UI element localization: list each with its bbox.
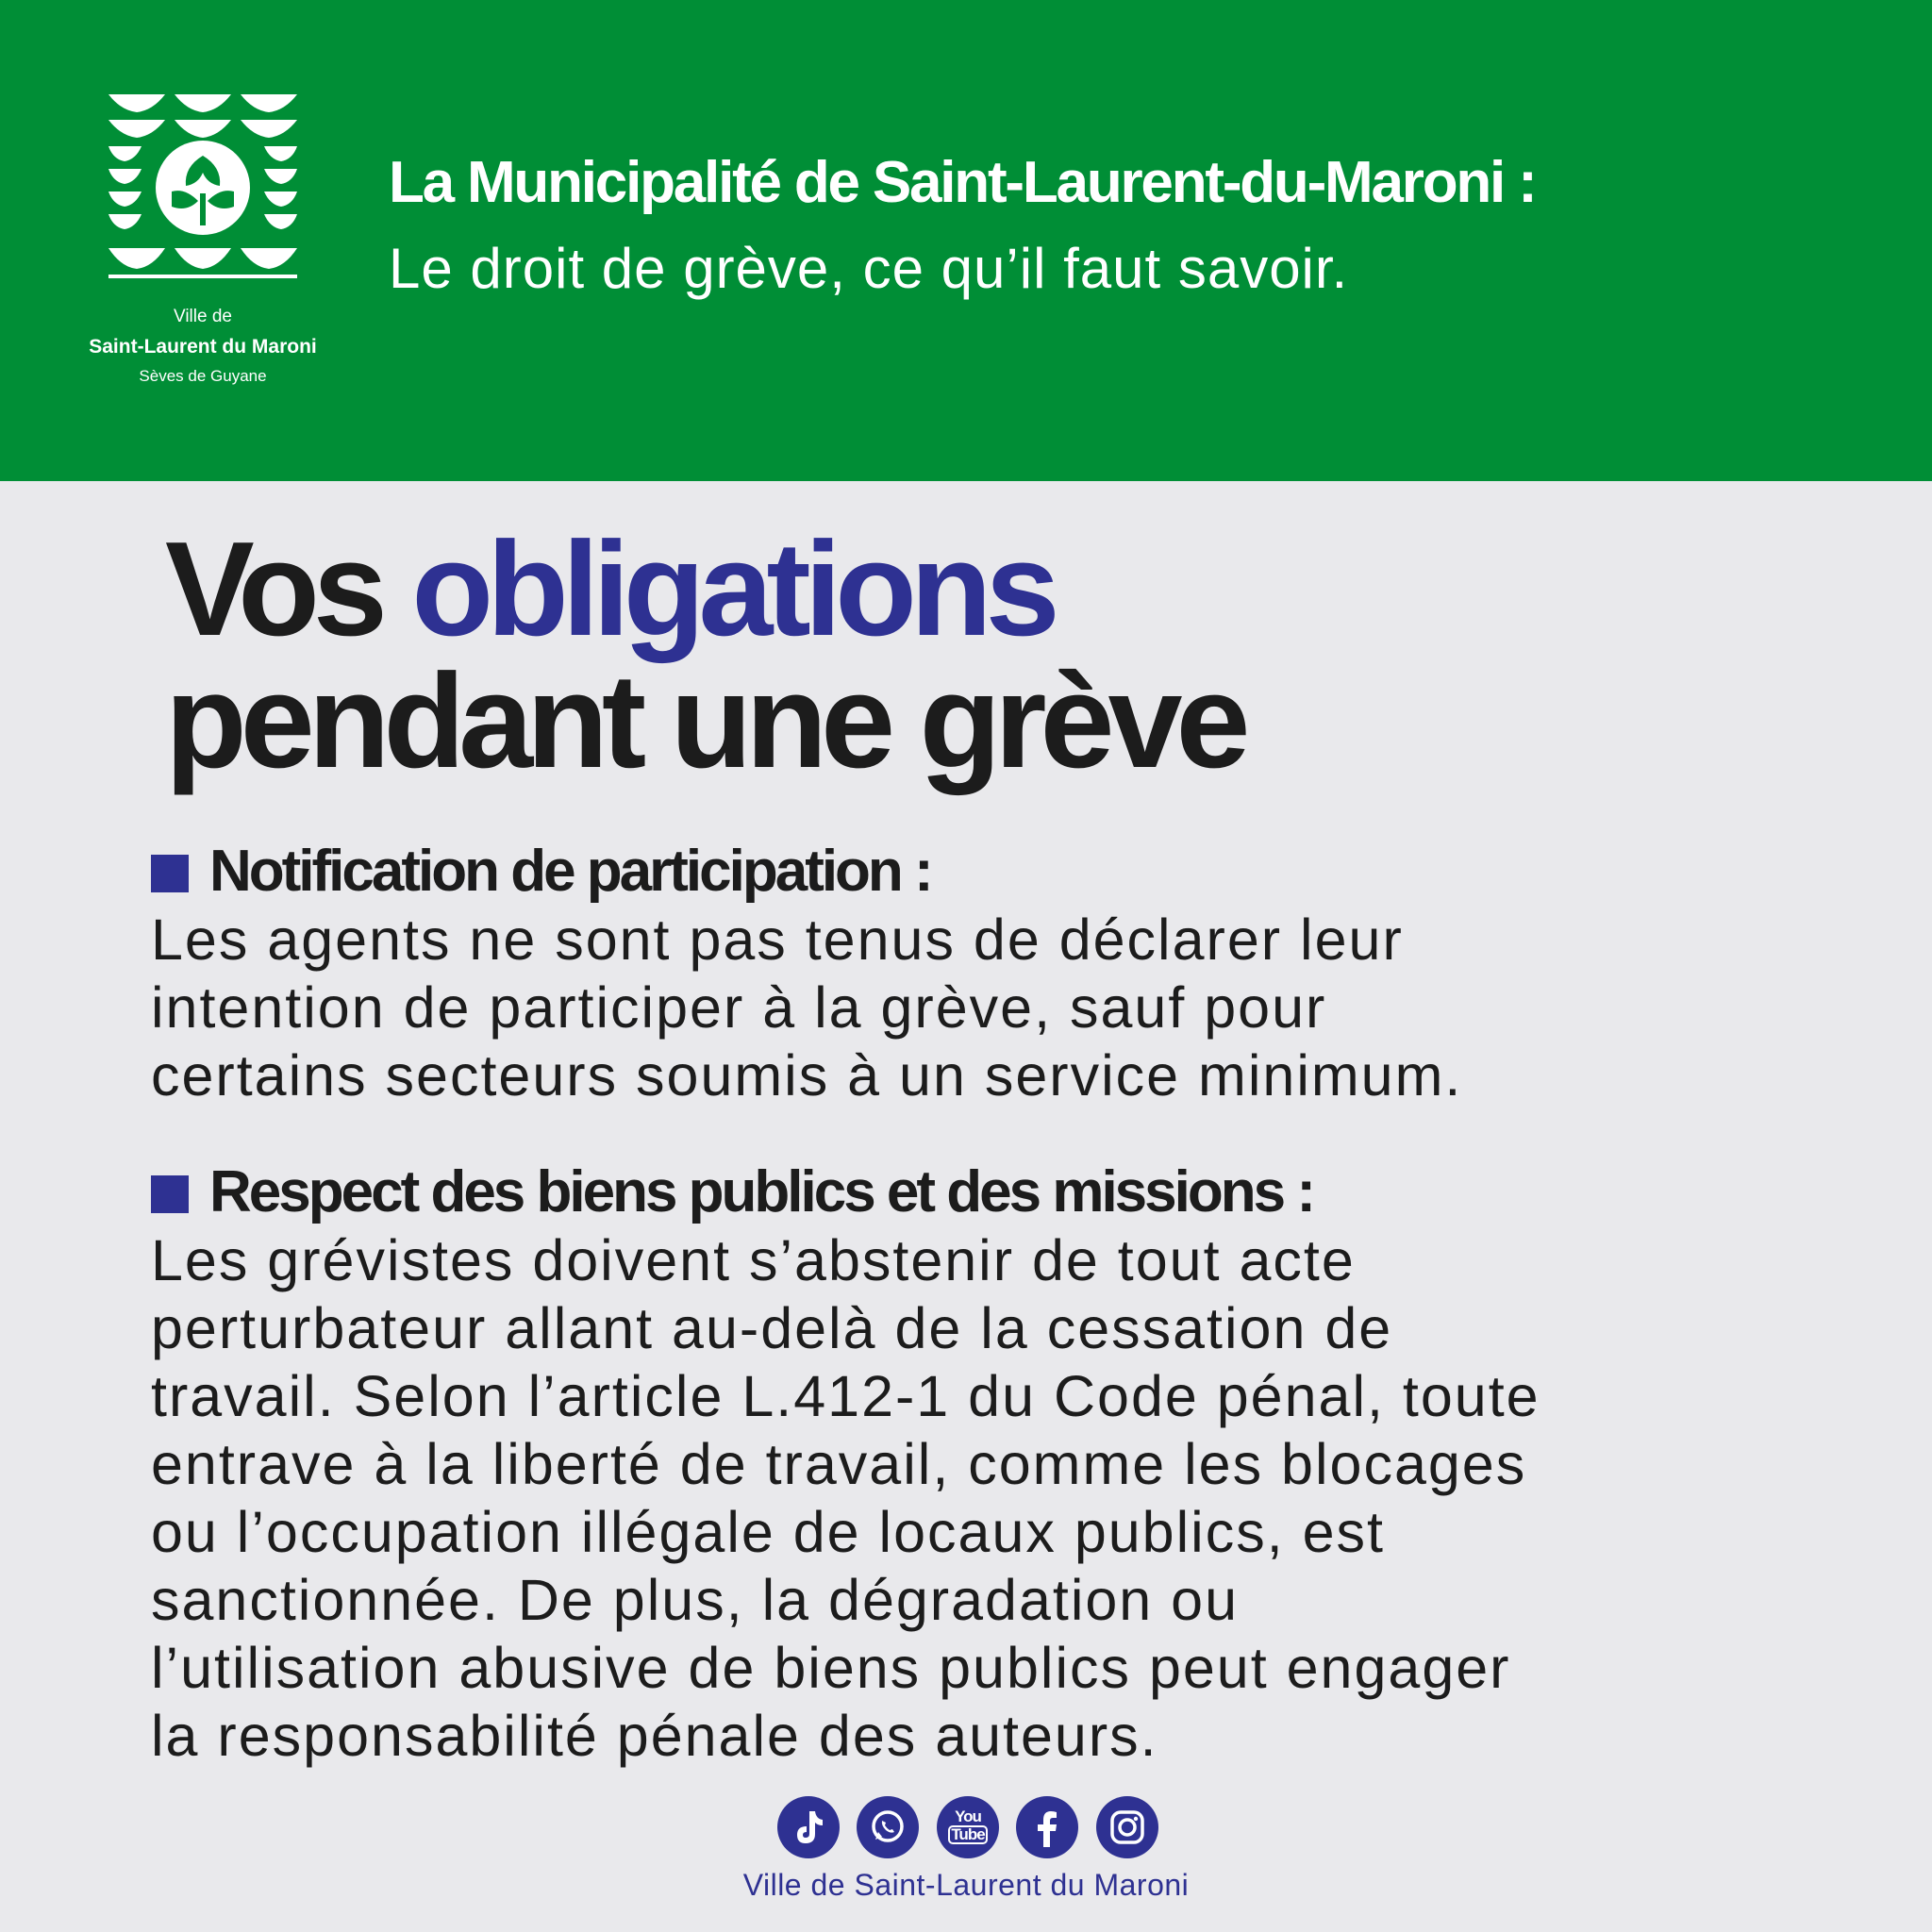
section-notification [151, 838, 1811, 1109]
body-line: ou l’occupation illégale de locaux publics, est [151, 1500, 1385, 1564]
page-title [165, 514, 1244, 796]
body-line: intention de participer à la grève, sauf pour [151, 975, 1327, 1040]
section-heading-text: Notification de participation : [209, 839, 931, 904]
body-line: Les agents ne sont pas tenus de déclarer leur [151, 908, 1404, 972]
body-line: entrave à la liberté de travail, comme les blocages [151, 1432, 1527, 1496]
section-heading [151, 1158, 1811, 1226]
section-body [151, 1226, 1811, 1770]
page-title-line-2: pendant une grève [165, 646, 1244, 796]
section-respect [151, 1158, 1811, 1770]
body-line: perturbateur allant au-delà de la cessation de [151, 1296, 1393, 1360]
page-title-line-1 [165, 514, 1243, 664]
logo-line-tagline: Sèves de Guyane [139, 367, 267, 385]
social-links [777, 1796, 1158, 1858]
body-line: Les grévistes doivent s’abstenir de tout acte [151, 1228, 1356, 1292]
youtube-label-top: You [955, 1807, 981, 1825]
section-heading [151, 838, 1811, 906]
page-title-word: Vos [165, 514, 412, 664]
section-heading-text: Respect des biens publics et des missions : [209, 1159, 1313, 1224]
body-line: la responsabilité pénale des auteurs. [151, 1704, 1158, 1768]
logo-line-city-name: Saint-Laurent du Maroni [89, 336, 317, 358]
city-emblem-icon [94, 90, 311, 292]
tiktok-icon[interactable] [777, 1796, 840, 1858]
youtube-icon[interactable] [937, 1796, 999, 1858]
section-body [151, 906, 1811, 1109]
square-bullet-icon [151, 855, 189, 892]
city-logo [89, 90, 317, 391]
square-bullet-icon [151, 1175, 189, 1213]
logo-line-ville: Ville de [174, 307, 232, 326]
body-line: certains secteurs soumis à un service minimum. [151, 1043, 1463, 1108]
youtube-label-bottom: Tube [948, 1825, 988, 1844]
header-banner [0, 0, 1932, 481]
header-subtitle: Le droit de grève, ce qu’il faut savoir. [389, 237, 1349, 300]
body-line: travail. Selon l’article L.412-1 du Code pénal, toute [151, 1364, 1541, 1428]
body-line: sanctionnée. De plus, la dégradation ou [151, 1568, 1240, 1632]
facebook-icon[interactable] [1016, 1796, 1078, 1858]
instagram-icon[interactable] [1096, 1796, 1158, 1858]
body-line: l’utilisation abusive de biens publics peut engager [151, 1636, 1511, 1700]
footer-city-name: Ville de Saint-Laurent du Maroni [742, 1868, 1190, 1902]
header-title: La Municipalité de Saint-Laurent-du-Maroni : [389, 150, 1536, 215]
whatsapp-icon[interactable] [857, 1796, 919, 1858]
page-title-accent: obligations [411, 514, 1054, 664]
